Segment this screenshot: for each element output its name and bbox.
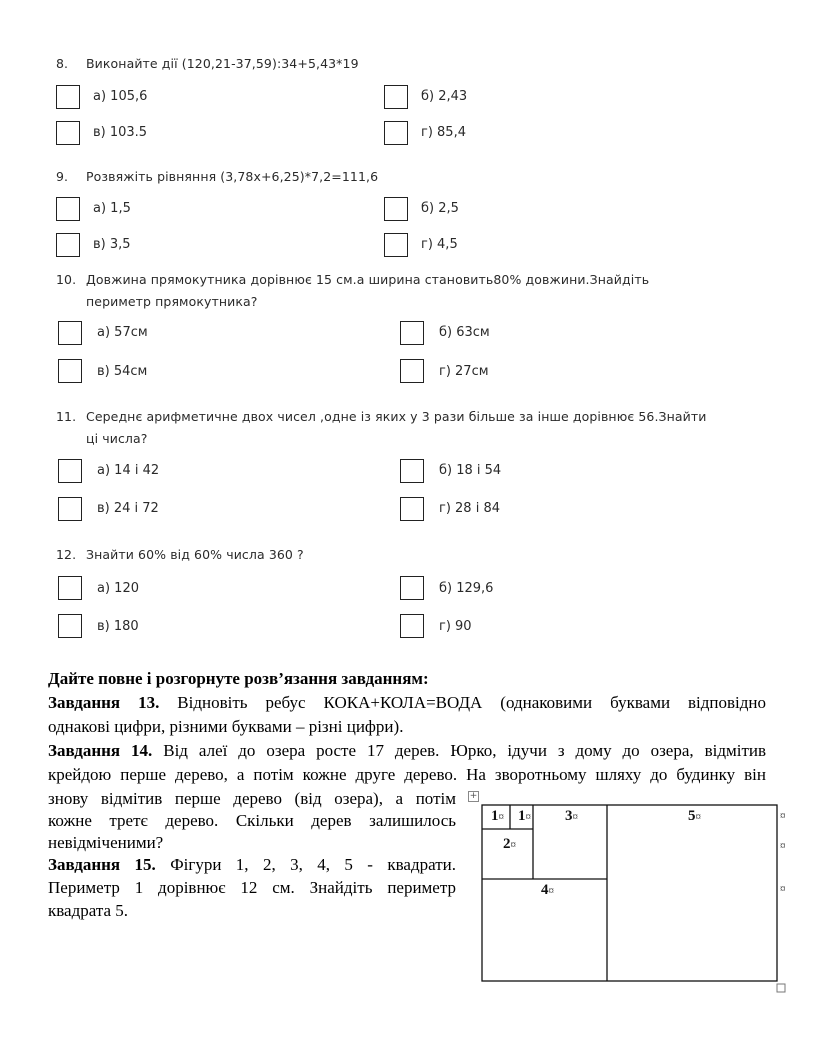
checkbox-9a[interactable] — [56, 197, 80, 221]
question-10-text-cont: периметр прямокутника? — [86, 294, 258, 309]
figure-outer-border — [482, 805, 777, 981]
task-14-line-1: Завдання 14. Від алеї до озера росте 17 дерев. Юрко, ідучи з дому до озера, відмітив — [48, 741, 767, 760]
checkbox-12a[interactable] — [58, 576, 82, 600]
question-8-text: 8. Виконайте дії (120,21-37,59):34+5,43*19 — [56, 56, 359, 71]
checkbox-9d[interactable] — [384, 233, 408, 257]
table-move-handle-icon[interactable]: + — [469, 791, 478, 801]
option-12b: б) 129,6 — [439, 581, 494, 596]
checkbox-11b[interactable] — [400, 459, 424, 483]
option-10c: в) 54см — [97, 364, 148, 379]
checkbox-10c[interactable] — [58, 359, 82, 383]
task-15-line-3: квадрата 5. — [48, 901, 129, 920]
task-13-line-2: однакові цифри, різними буквами – різні цифри). — [48, 717, 404, 736]
checkbox-12c[interactable] — [58, 614, 82, 638]
option-9d: г) 4,5 — [421, 237, 458, 252]
checkbox-8c[interactable] — [56, 121, 80, 145]
option-11c: в) 24 і 72 — [97, 501, 159, 516]
task-14-line-5: невідміченими? — [48, 833, 164, 852]
checkbox-10d[interactable] — [400, 359, 424, 383]
checkbox-10b[interactable] — [400, 321, 424, 345]
checkbox-9c[interactable] — [56, 233, 80, 257]
question-10-text: 10. Довжина прямокутника дорівнює 15 см.а ширина становить80% довжини.Знайдіть — [56, 272, 650, 287]
task-13-label: Завдання 13. — [48, 693, 160, 712]
task-14-line-3: знову відмітив перше дерево (від озера), а потім — [48, 789, 456, 808]
option-9b: б) 2,5 — [421, 201, 459, 216]
option-8c: в) 103.5 — [93, 125, 148, 140]
option-10b: б) 63см — [439, 325, 490, 340]
option-11b: б) 18 і 54 — [439, 463, 502, 478]
option-12a: а) 120 — [97, 581, 139, 596]
checkbox-11d[interactable] — [400, 497, 424, 521]
square-3-label: 3¤ — [565, 808, 578, 824]
question-9-text: 9. Розвяжіть рівняння (3,78х+6,25)*7,2=111,6 — [56, 169, 379, 184]
question-12-text: 12. Знайти 60% від 60% числа 360 ? — [56, 547, 304, 562]
task-15-line-2: Периметр 1 дорівнює 12 см. Знайдіть периметр — [48, 878, 456, 897]
option-10a: а) 57см — [97, 325, 148, 340]
checkbox-12d[interactable] — [400, 614, 424, 638]
checkbox-9b[interactable] — [384, 197, 408, 221]
task-15-label: Завдання 15. — [48, 855, 156, 874]
checkbox-10a[interactable] — [58, 321, 82, 345]
row-end-mark-3: ¤ — [780, 883, 786, 895]
task-14-label: Завдання 14. — [48, 741, 153, 760]
checkbox-11c[interactable] — [58, 497, 82, 521]
option-8b: б) 2,43 — [421, 89, 468, 104]
option-11d: г) 28 і 84 — [439, 501, 500, 516]
option-9c: в) 3,5 — [93, 237, 131, 252]
question-11-text: 11. Середнє арифметичне двох чисел ,одне із яких у 3 рази більше за інше дорівнює 56.Знайти — [56, 409, 707, 424]
task-15-line-1: Завдання 15. Фігури 1, 2, 3, 4, 5 - квадрати. — [48, 855, 457, 874]
checkbox-8b[interactable] — [384, 85, 408, 109]
square-2-label: 2¤ — [503, 836, 516, 852]
task-14-line-4: кожне третє дерево. Скільки дерев залишилось — [48, 811, 456, 830]
option-12c: в) 180 — [97, 619, 139, 634]
checkbox-8a[interactable] — [56, 85, 80, 109]
option-11a: а) 14 і 42 — [97, 463, 160, 478]
square-5-label: 5¤ — [688, 808, 701, 824]
square-1-left-label: 1¤ — [491, 808, 504, 824]
checkbox-12b[interactable] — [400, 576, 424, 600]
option-12d: г) 90 — [439, 619, 472, 634]
square-1-right-label: 1¤ — [518, 808, 531, 824]
row-end-mark-1: ¤ — [780, 810, 786, 822]
task-13-line-1: Завдання 13. Відновіть ребус КОКА+КОЛА=ВОДА (однаковими буквами відповідно — [48, 693, 766, 712]
option-8a: а) 105,6 — [93, 89, 148, 104]
question-11-text-cont: ці числа? — [86, 431, 148, 446]
checkbox-11a[interactable] — [58, 459, 82, 483]
option-9a: а) 1,5 — [93, 201, 131, 216]
table-resize-handle-icon — [777, 984, 785, 992]
option-10d: г) 27см — [439, 364, 489, 379]
checkbox-8d[interactable] — [384, 121, 408, 145]
option-8d: г) 85,4 — [421, 125, 466, 140]
task-14-line-2: крейдою перше дерево, а потім кожне друге дерево. На зворотньому шляху до будинку він — [48, 765, 766, 784]
square-4-label: 4¤ — [541, 882, 554, 898]
row-end-mark-2: ¤ — [780, 840, 786, 852]
solutions-heading: Дайте повне і розгорнуте розв’язання завданням: — [48, 669, 429, 688]
